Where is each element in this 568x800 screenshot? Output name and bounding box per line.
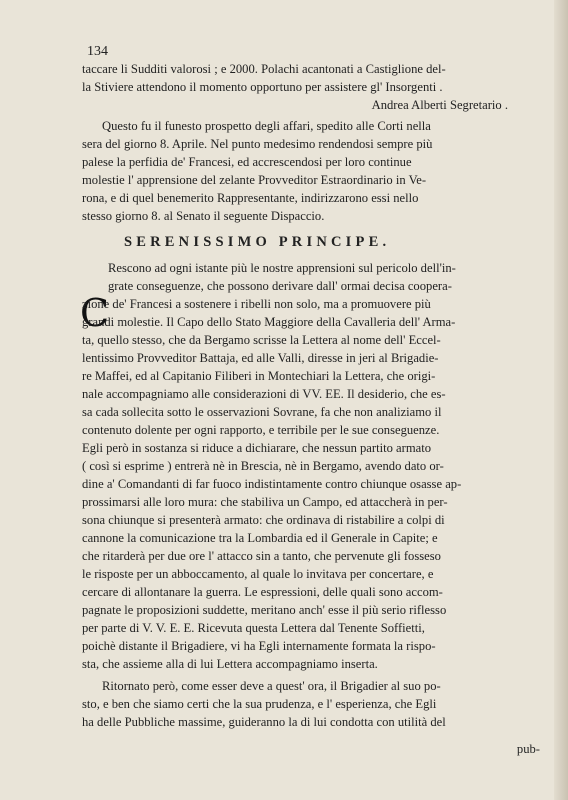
text-line: poichè distante il Brigadiere, vi ha Egli internamente formata la rispo- <box>82 639 436 653</box>
text-line: grate conseguenze, che possono derivare dall' ormai decisa coopera- <box>108 279 452 293</box>
text-line: sona chiunque si presenterà armato: che ordinava di ristabilire a colpi di <box>82 513 445 527</box>
page-number: 134 <box>87 44 108 59</box>
text-line: cannone la comunicazione tra la Lombardia ed il Generale in Capite; e <box>82 531 438 545</box>
text-line: palese la perfidia de' Francesi, ed accrescendosi per loro continue <box>82 155 412 169</box>
text-line: contenuto dolente per ogni rapporto, e terribile per le sue conseguenze. <box>82 423 440 437</box>
text-line: rona, e di quel benemerito Rappresentante, indirizzarono essi nello <box>82 191 419 205</box>
text-line: sta, che assieme alla di lui Lettera accompagniamo inserta. <box>82 657 378 671</box>
text-line: ha delle Pubbliche massime, guideranno la di lui condotta con utilità del <box>82 715 446 729</box>
text-line: la Stiviere attendono il momento opportuno per assistere gl' Insorgenti . <box>82 80 443 94</box>
text-line: sa cada sollecita sotto le osservazioni Sovrane, fa che non analiziamo il <box>82 405 442 419</box>
text-line: Ritornato però, come esser deve a quest' ora, il Brigadier al suo po- <box>102 679 441 693</box>
text-line: taccare li Sudditi valorosi ; e 2000. Polachi acantonati a Castiglione del- <box>82 62 446 76</box>
text-line: Rescono ad ogni istante più le nostre apprensioni sul pericolo dell'in- <box>108 261 456 275</box>
text-line: prossimarsi alle loro mura: che stabiliva un Campo, ed attaccherà in per- <box>82 495 448 509</box>
text-line: re Maffei, ed al Capitanio Filiberi in Montechiari la Lettera, che origi- <box>82 369 436 383</box>
text-line: Egli però in sostanza si riduce a dichiarare, che nessun partito armato <box>82 441 431 455</box>
text-line: molestie l' apprensione del zelante Provveditor Estraordinario in Ve- <box>82 173 427 187</box>
page-edge <box>554 0 568 800</box>
text-line: sto, e ben che siamo certi che la sua prudenza, e l' esperienza, che Egli <box>82 697 437 711</box>
signature: Andrea Alberti Segretario . <box>371 98 508 112</box>
text-line: stesso giorno 8. al Senato il seguente Dispaccio. <box>82 209 325 223</box>
text-line: le risposte per un abboccamento, al quale lo invitava per concertare, e <box>82 567 434 581</box>
text-line: lentissimo Provveditor Battaja, ed alle Valli, diresse in jeri al Brigadie- <box>82 351 439 365</box>
drop-cap: C <box>80 291 110 335</box>
text-line: grandi molestie. Il Capo dello Stato Maggiore della Cavalleria dell' Arma- <box>82 315 456 329</box>
text-line: nale accompagniamo alle considerazioni di VV. EE. Il desiderio, che es- <box>82 387 446 401</box>
text-line: ta, quello stesso, che da Bergamo scrisse la Lettera al nome dell' Eccel- <box>82 333 441 347</box>
text-line: cercare di allontanare la guerra. Le espressioni, delle quali sono accom- <box>82 585 443 599</box>
letter-heading: SERENISSIMO PRINCIPE. <box>124 234 391 250</box>
text-line: che ritarderà per due ore l' attacco sin a tanto, che pervenute gli fosseso <box>82 549 441 563</box>
text-line: sera del giorno 8. Aprile. Nel punto medesimo rendendosi sempre più <box>82 137 433 151</box>
text-line: ( così si esprime ) entrerà nè in Brescia, nè in Bergamo, avendo dato or- <box>82 459 444 473</box>
text-line: Questo fu il funesto prospetto degli affari, spedito alle Corti nella <box>102 119 431 133</box>
text-line: pagnate le proposizioni suddette, meritano anch' esse il più serio riflesso <box>82 603 447 617</box>
text-line: zione de' Francesi a sostenere i ribelli non solo, ma a promuovere più <box>82 297 431 311</box>
text-line: per parte di V. V. E. E. Ricevuta questa Lettera dal Tenente Soffietti, <box>82 621 425 635</box>
catchword: pub- <box>516 742 540 756</box>
text-line: dine a' Comandanti di far fuoco indistintamente contro chiunque osasse ap- <box>82 477 462 491</box>
